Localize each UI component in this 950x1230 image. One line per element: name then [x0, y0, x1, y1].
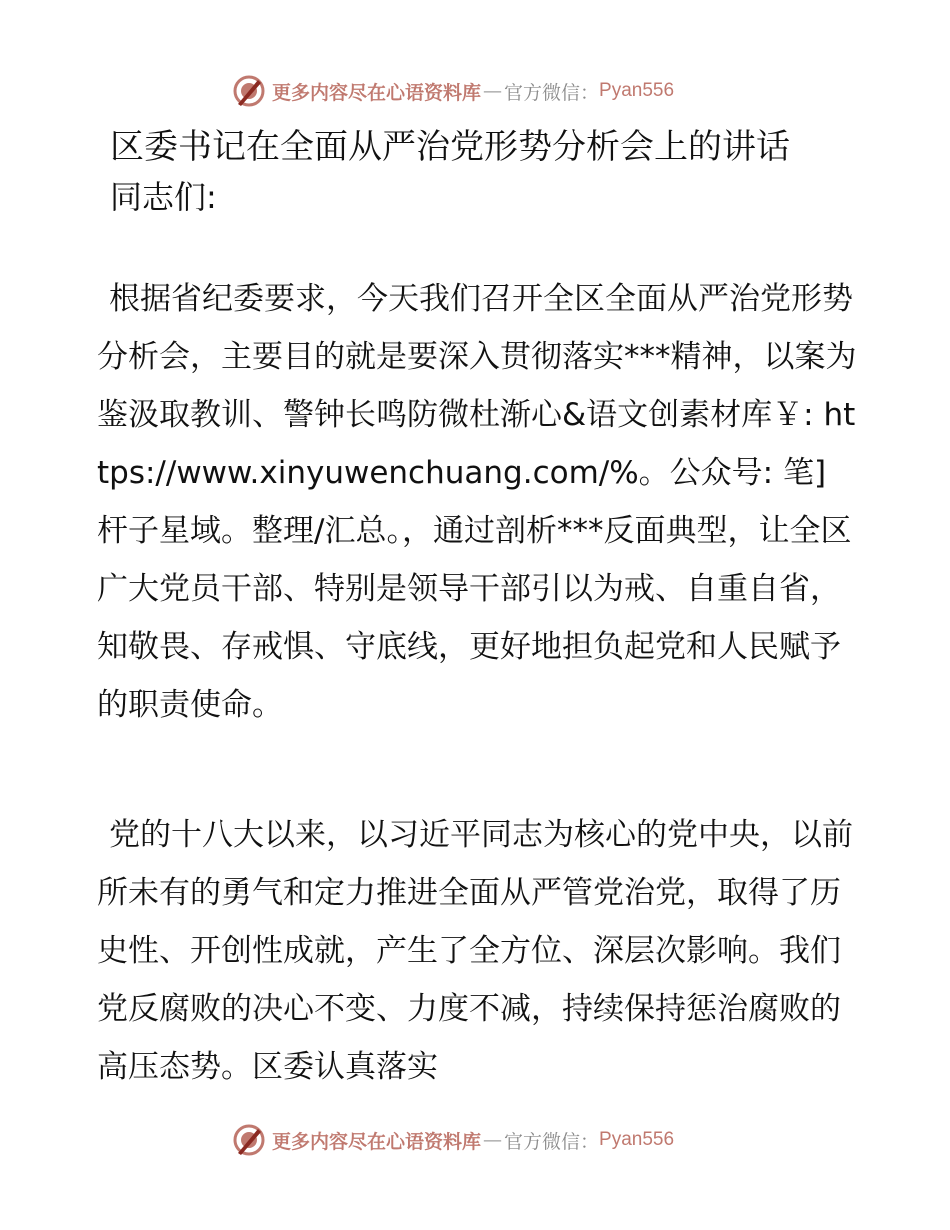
pen-logo-icon — [232, 1123, 266, 1157]
watermark-separator: — — [483, 80, 503, 102]
watermark-wechat-id: Pyan556 — [599, 1129, 675, 1150]
watermark-separator: — — [483, 1129, 503, 1151]
watermark-label: 官方微信： — [504, 81, 600, 104]
footer-watermark — [232, 1122, 674, 1158]
watermark-slogan: 更多内容尽在心语资料库 — [272, 81, 482, 104]
pen-logo-icon — [232, 74, 266, 108]
paragraph-2: 党的十八大以来，以习近平同志为核心的党中央，以前所未有的勇气和定力推进全面从严管党治党，取得了历史性、开创性成就，产生了全方位、深层次影响。我们党反腐败的决心不变、力度不减，持续保持惩治腐败的高压态势。区委认真落实 — [97, 817, 853, 1085]
watermark-label: 官方微信： — [504, 1130, 600, 1153]
watermark-wechat-id: Pyan556 — [599, 80, 675, 101]
watermark-slogan: 更多内容尽在心语资料库 — [272, 1130, 482, 1153]
salutation: 同志们: — [110, 178, 217, 216]
paragraph-1: 根据省纪委要求，今天我们召开全区全面从严治党形势分析会，主要目的就是要深入贯彻落实***精神，以案为鉴汲取教训、警钟长鸣防微杜渐心&语文创素材库￥: https://www.xinyuwenchuang.com/%。公众号: 笔]杆子星域。整理/汇总。，通过剖析***反面典型，让全区广大党员干部、特别是领导干部引以为戒、自重自省，知敬畏、存戒惧、守底线，更好地担负起党和人民赋予的职责使命。 — [97, 281, 857, 723]
header-watermark — [232, 73, 674, 109]
document-title: 区委书记在全面从严治党形势分析会上的讲话 — [110, 127, 790, 167]
